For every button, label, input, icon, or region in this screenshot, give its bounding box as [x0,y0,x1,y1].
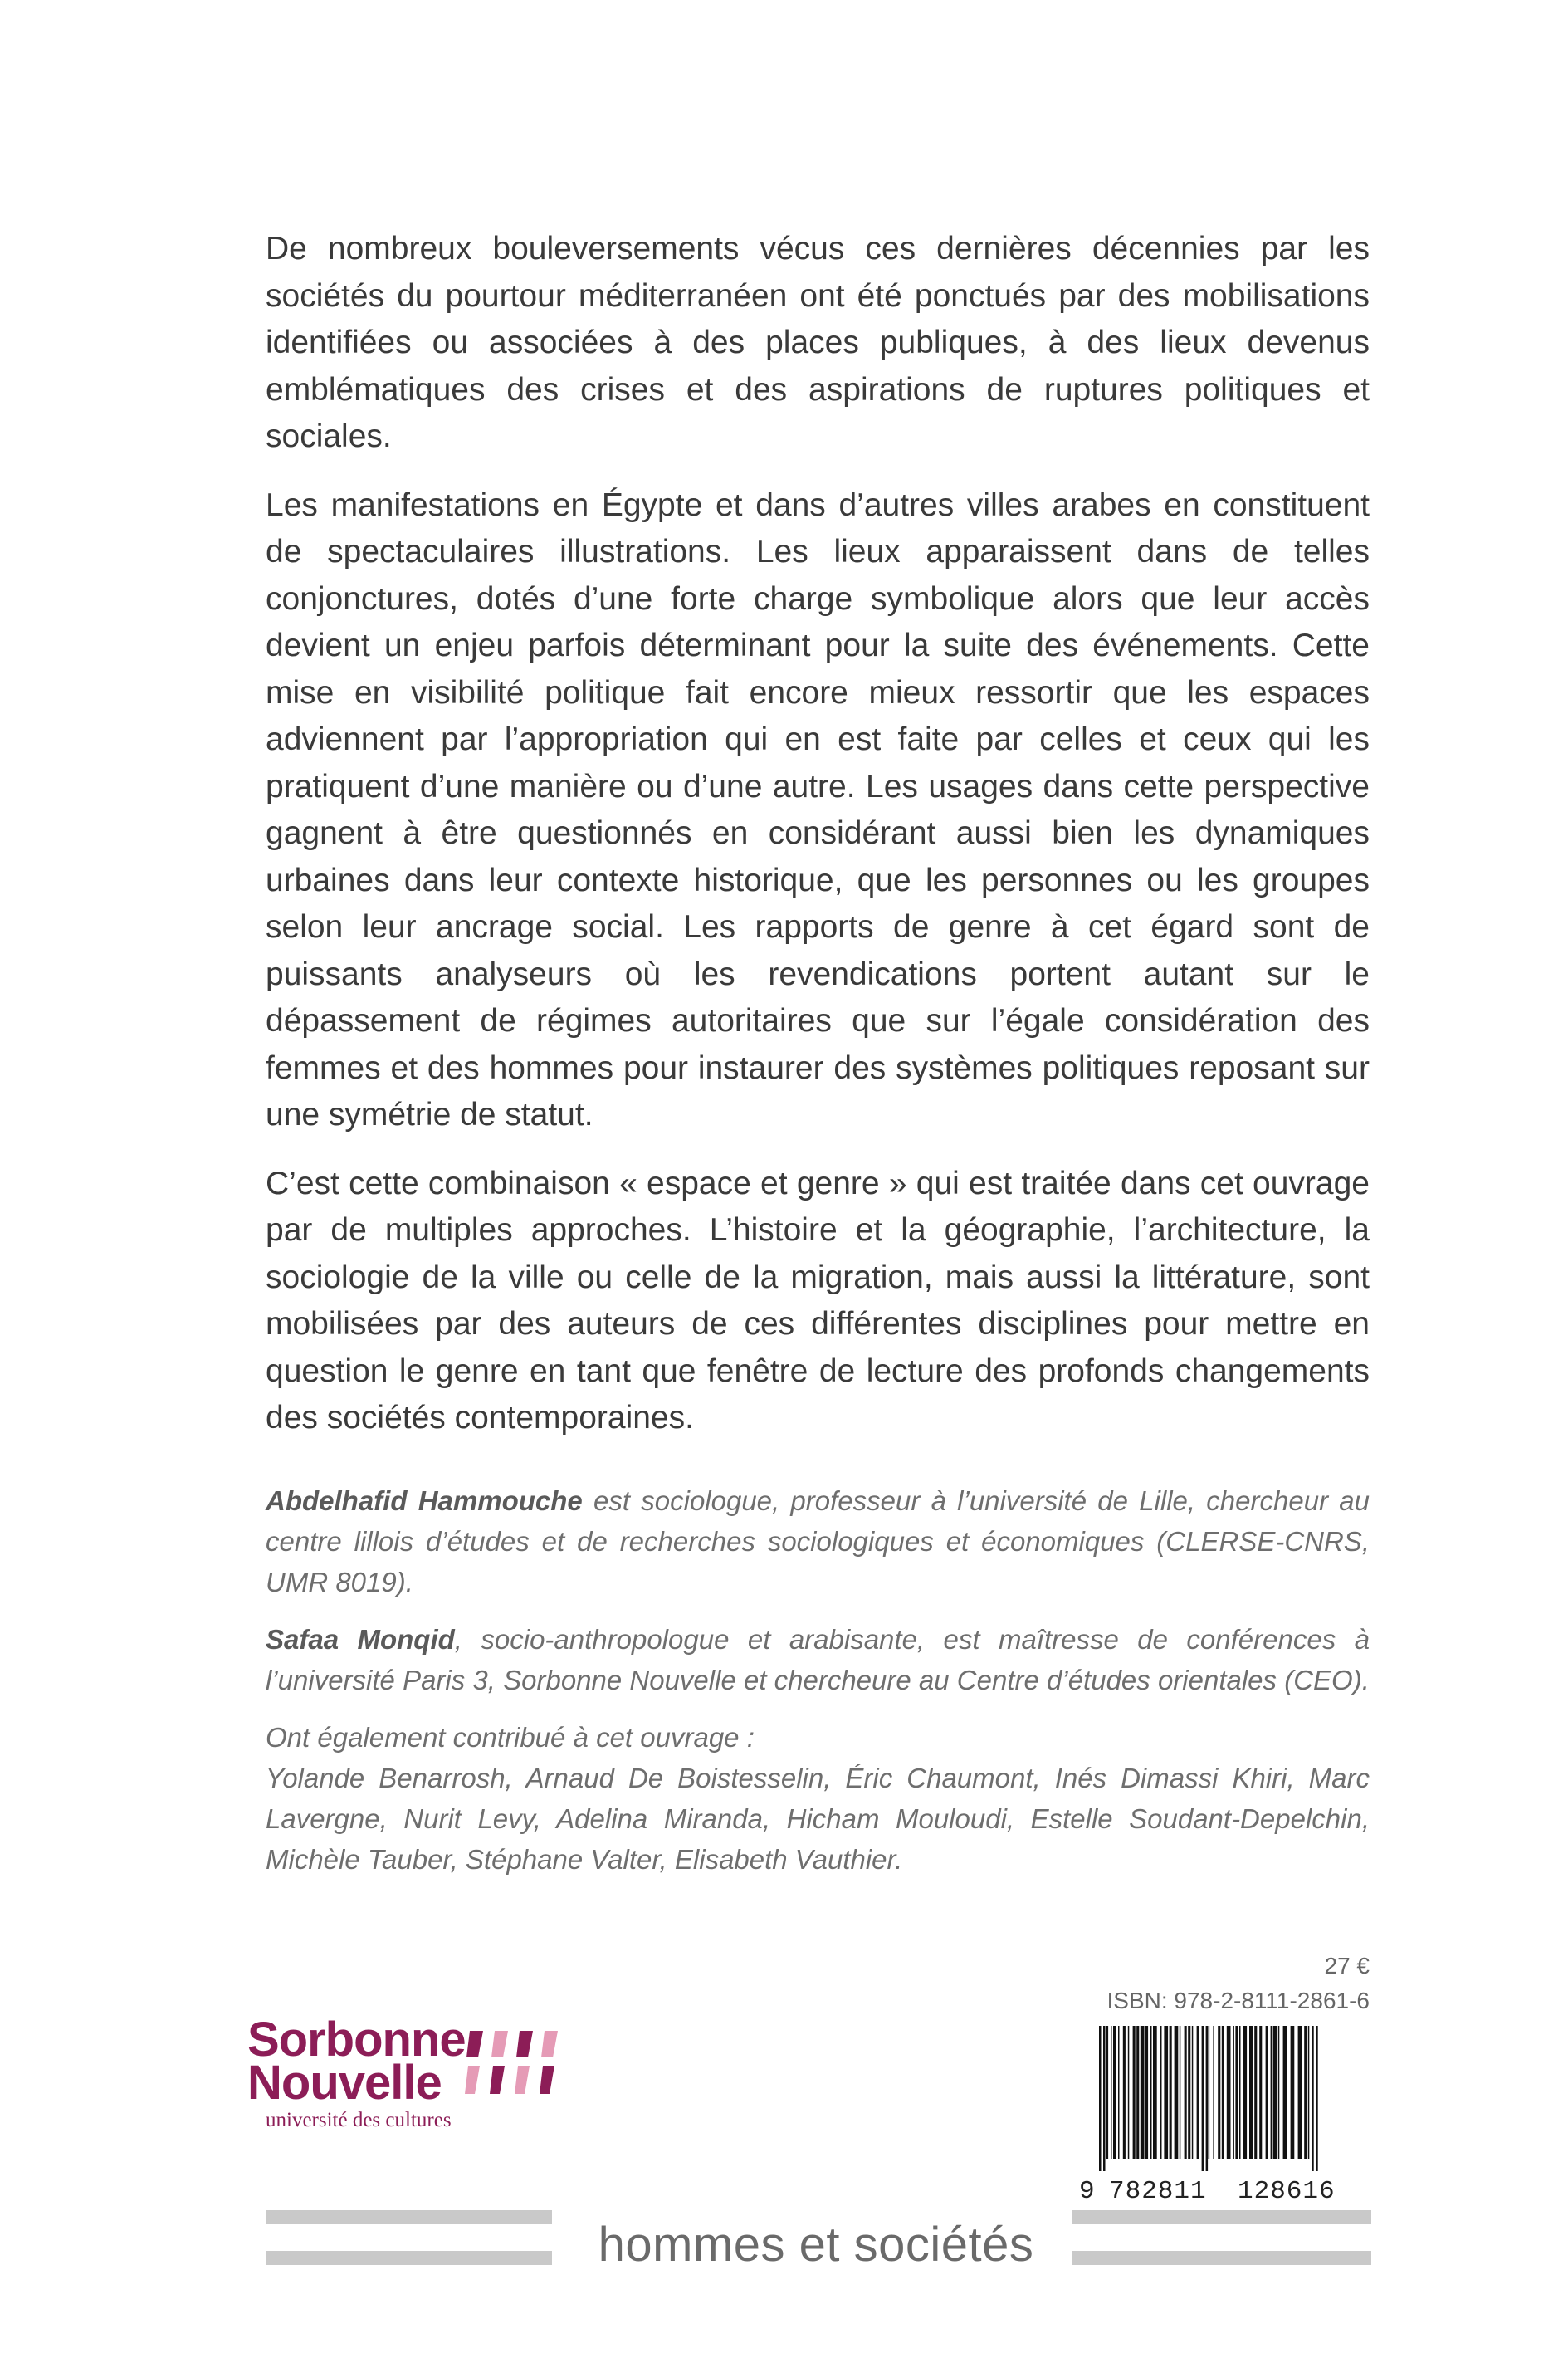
summary-paragraph-2: Les manifestations en Égypte et dans d’autres villes arabes en constituent de spectaculaires illustrations. Les lieux apparaissent dans de telles conjonctures, dotés d’une forte charge symbolique alors que leur accès devient un enjeu parfois déterminant pour la suite des événements. Cette mise en visibilité politique fait encore mieux ressortir que les espaces adviennent par l’appropriation qui en est faite par celles et ceux qui les pratiquent d’une manière ou d’une autre. Les usages dans cette perspective gagnent à être questionnés en considérant aussi bien les dynamiques urbaines dans leur contexte historique, que les personnes ou les groupes selon leur ancrage social. Les rapports de genre à cet égard sont de puissants analyseurs où les revendications portent autant sur le dépassement de régimes autoritaires que sur l’égale considération des femmes et des hommes pour instaurer des systèmes politiques reposant sur une symétrie de statut. [266,487,1370,1132]
contributors-heading: Ont également contribué à cet ouvrage : [266,1722,755,1753]
logo-tagline: université des cultures [266,2109,452,2131]
barcode-bar [1278,2026,1280,2159]
barcode-bar [1153,2026,1157,2159]
barcode-bar [1160,2026,1162,2159]
barcode-group-1: 782811 [1109,2177,1207,2206]
barcode-bar [1145,2026,1148,2159]
logo-line-2: Nouvelle [247,2056,442,2110]
barcode-bar [1298,2026,1302,2159]
summary-paragraph-1: De nombreux bouleversements vécus ces dernières décennies par les sociétés du pourtour méditerranéen ont été ponctués par des mobilisations identifiées ou associées à des places publiques, à des lieux devenus emblématiques des crises et des aspirations de ruptures politiques et sociales. [266,231,1370,454]
isbn: ISBN: 978-2-8111-2861-6 [1106,1988,1370,2013]
barcode-bar [1239,2026,1241,2159]
barcode-guard-bar [1312,2026,1314,2171]
barcode-guard-bar [1099,2026,1102,2171]
contributors-note [266,1717,1370,1880]
contributors-list: Yolande Benarrosh, Arnaud De Boistesselin, Éric Chaumont, Inés Dimassi Khiri, Marc Lavergne, Nurit Levy, Adelina Miranda, Hicham Mouloudi, Estelle Soudant-Depelchin, Michèle Tauber, Stéphane Valter, Elisabeth Vauthier. [266,1763,1370,1875]
barcode [1079,2026,1371,2171]
series-divider-left [266,2210,552,2224]
summary-paragraph-3: C’est cette combinaison « espace et genre » qui est traitée dans cet ouvrage par de multiples approches. L’histoire et la géographie, l’architecture, la sociologie de la ville ou celle de la migration, mais aussi la littérature, sont mobilisées par des auteurs de ces différentes disciplines pour mettre en question le genre en tant que fenêtre de lecture des profonds changements des sociétés contemporaines. [266,1165,1370,1436]
author-1-bio: est sociologue, professeur à l’université de Lille, chercheur au centre lillois d’études et de recherches sociologiques et économiques (CLERSE-CNRS, UMR 8019). [266,1485,1370,1597]
barcode-bar [1243,2026,1247,2159]
author-2-name: Safaa Monqid [266,1624,455,1655]
series-divider-right-lower [1072,2251,1371,2265]
series-divider-left-lower [266,2251,552,2265]
author-2-bio: , socio-anthropologue et arabisante, est maîtresse de conférences à l’université Paris 3, Sorbonne Nouvelle et chercheure au Centre d’études orientales (CEO). [266,1624,1370,1695]
barcode-bar [1197,2026,1199,2159]
logo-line-1: Sorbonne [247,2013,466,2067]
author-note-1 [266,1480,1370,1602]
barcode-bar [1141,2026,1145,2159]
barcode-bar [1118,2026,1120,2159]
barcode-guard-bar [1316,2026,1318,2171]
barcode-bar [1249,2026,1253,2159]
barcode-bar [1180,2026,1181,2159]
barcode-bar [1185,2026,1187,2159]
barcode-bar [1283,2026,1287,2159]
summary-text [266,226,1370,1464]
barcode-digits [1079,2177,1371,2206]
barcode-bar [1213,2026,1214,2159]
barcode-bar [1192,2026,1194,2159]
barcode-bar [1128,2026,1130,2159]
barcode-bar [1304,2026,1307,2159]
barcode-bar [1111,2026,1112,2159]
barcode-first-digit: 9 [1079,2177,1096,2206]
author-note-2 [266,1619,1370,1700]
barcode-bar [1164,2026,1168,2159]
barcode-bar [1227,2026,1231,2159]
barcode-bar [1308,2026,1310,2159]
barcode-bar [1273,2026,1277,2159]
barcode-bar [1133,2026,1136,2159]
barcode-bar [1123,2026,1126,2159]
barcode-guard-bar [1206,2026,1209,2171]
series-title: hommes et sociétés [598,2218,1034,2272]
barcode-bar [1259,2026,1262,2159]
barcode-bar [1233,2026,1234,2159]
barcode-bar [1150,2026,1152,2159]
barcode-bar [1235,2026,1238,2159]
barcode-bar [1266,2026,1268,2159]
barcode-guard-bar [1103,2026,1106,2171]
barcode-bar [1271,2026,1272,2159]
barcode-group-2: 128616 [1238,2177,1336,2206]
barcode-bar [1291,2026,1295,2159]
barcode-bar [1254,2026,1257,2159]
barcode-bar [1170,2026,1172,2159]
series-divider-right [1072,2210,1371,2224]
barcode-bar [1222,2026,1224,2159]
logo-marks-icon [465,2028,558,2107]
barcode-bar [1175,2026,1179,2159]
price: 27 € [1324,1953,1370,1979]
author-1-name: Abdelhafid Hammouche [266,1485,583,1516]
barcode-guard-bar [1202,2026,1204,2171]
barcode-bar [1218,2026,1220,2159]
barcode-bar [1188,2026,1190,2159]
author-notes [266,1480,1370,1896]
barcode-bar [1113,2026,1116,2159]
barcode-bar [1106,2026,1108,2159]
publisher-logo [247,2013,579,2140]
barcode-bar [1136,2026,1139,2159]
barcode-bar [1209,2026,1210,2159]
